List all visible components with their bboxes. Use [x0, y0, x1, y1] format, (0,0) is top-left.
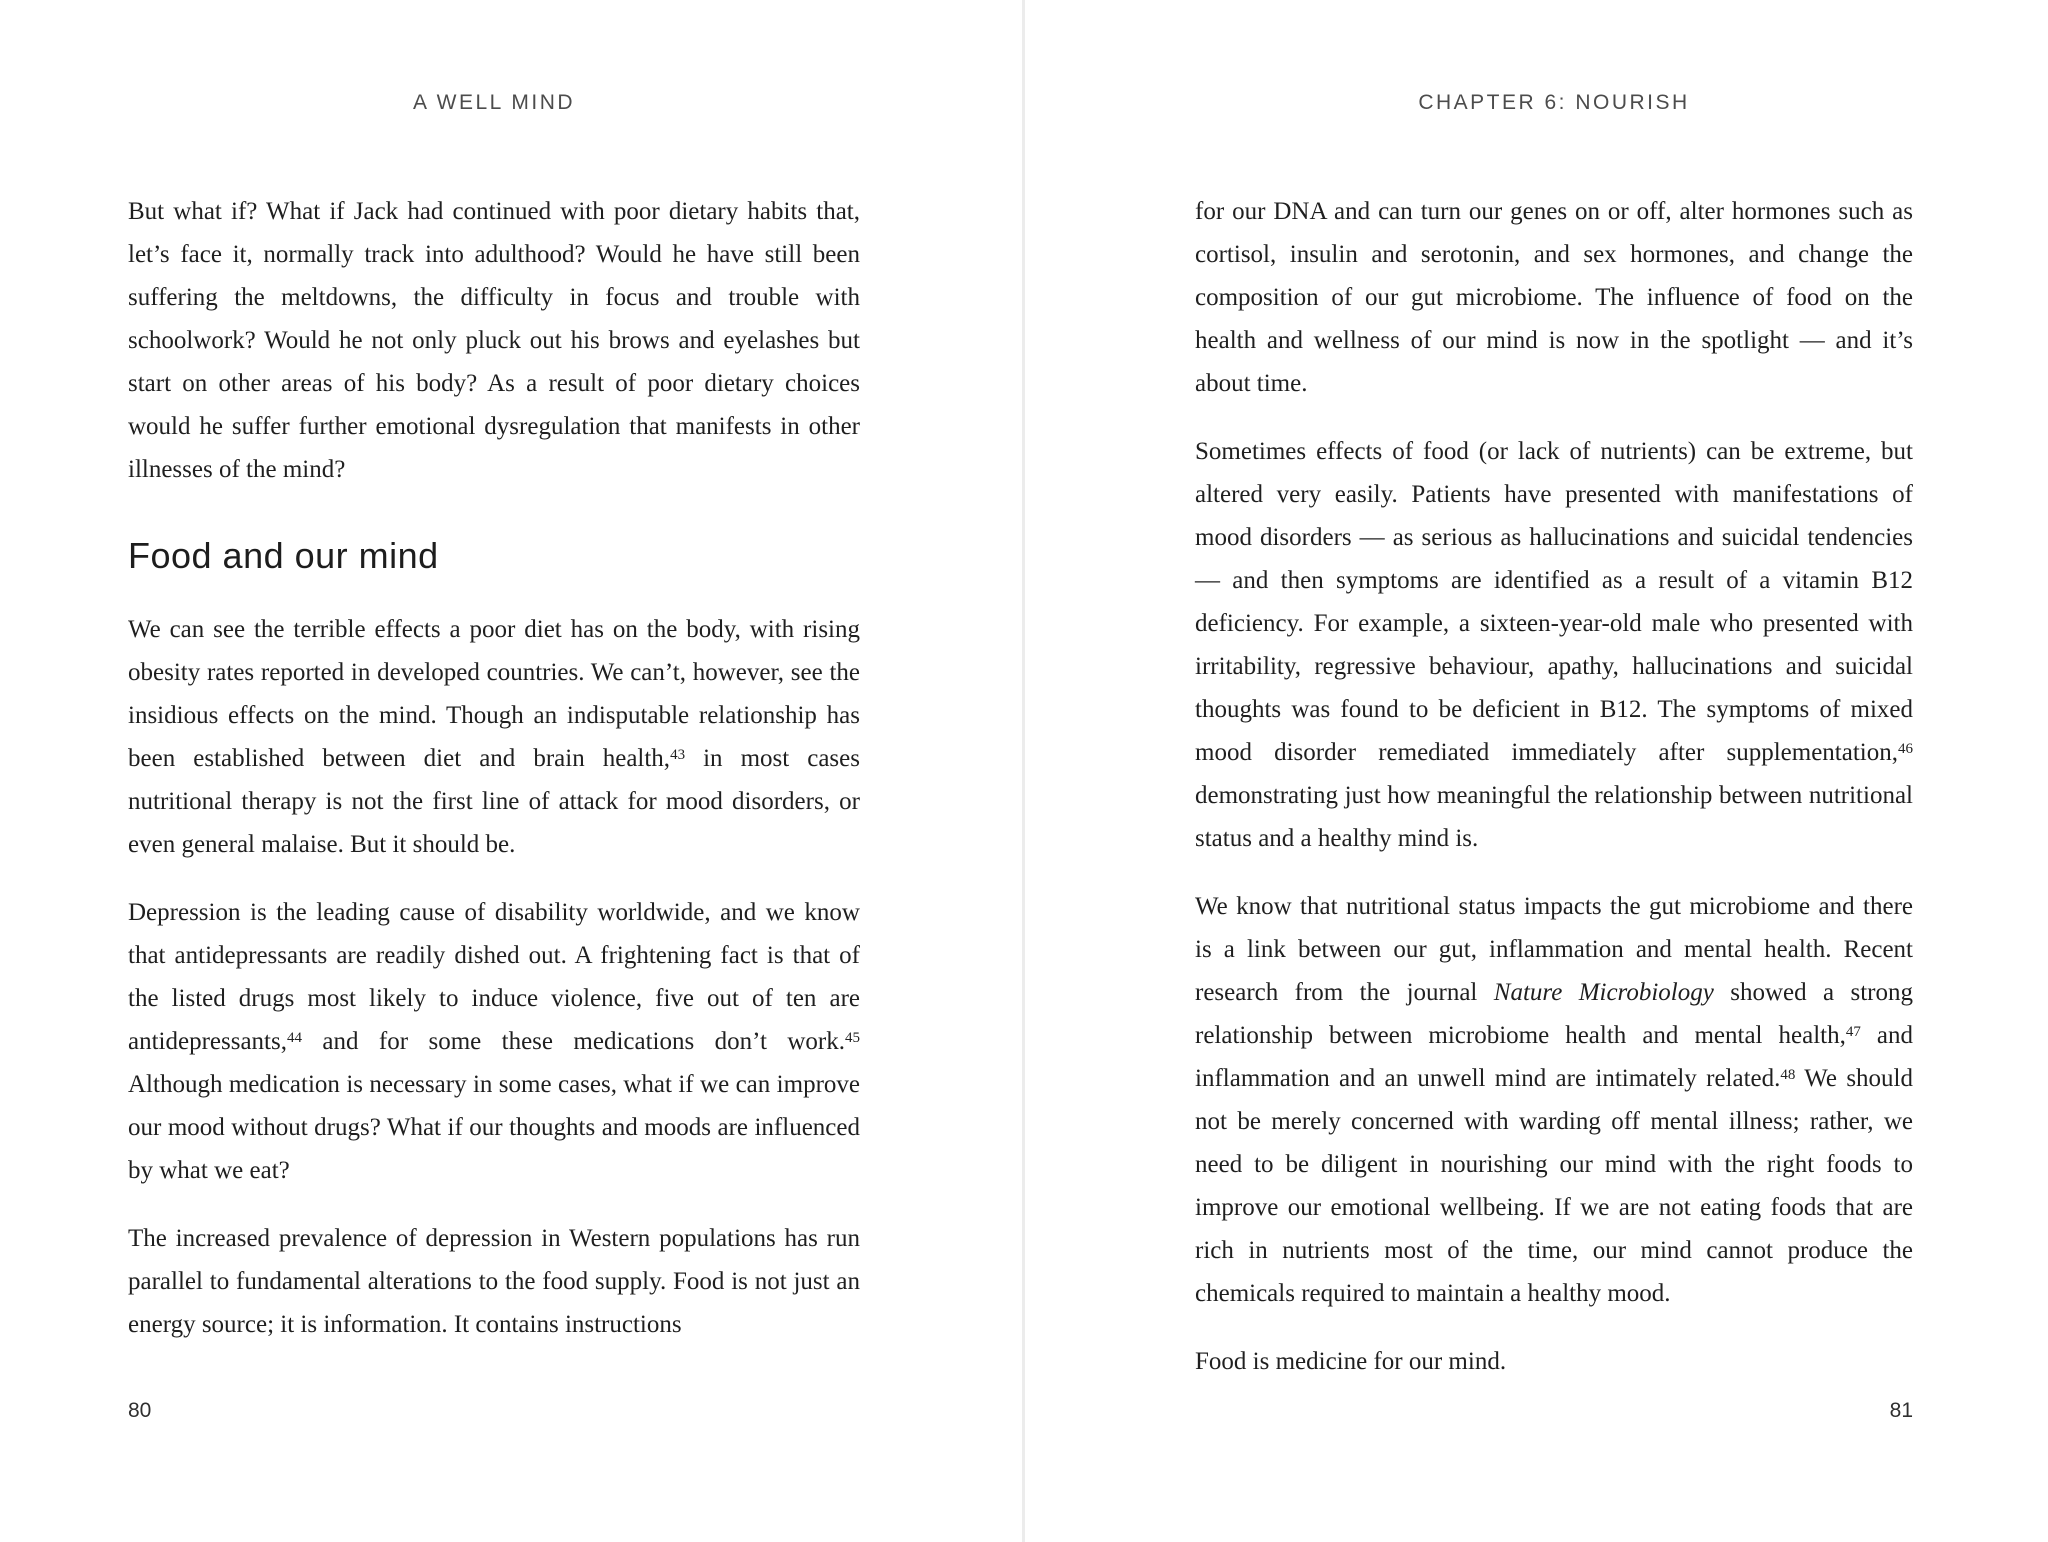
page-number-left: 80 [128, 1399, 152, 1422]
body-paragraph [128, 190, 860, 491]
text-run: Although medication is necessary in some cases, what if we can improve our mood without drugs? What if our thoughts and moods are influenced by what we eat? [128, 1071, 860, 1184]
text-run: Depression is the leading cause of disability worldwide, and we know that antidepressants are readily dished out. A frightening fact is that of the listed drugs most likely to induce violence, five out of ten are antidepressants, [128, 899, 860, 1055]
left-page-text-column [128, 190, 860, 1346]
body-paragraph [128, 891, 860, 1192]
footnote-reference: 43 [670, 746, 686, 763]
page-number-right: 81 [1889, 1399, 1913, 1422]
footnote-reference: 46 [1898, 740, 1913, 757]
text-run: for our DNA and can turn our genes on or off, alter hormones such as cortisol, insulin and serotonin, and sex hormones, and change the composition of our gut microbiome. The influence of food on the health and wellness of our mind is now in the spotlight — and it’s about time. [1195, 198, 1913, 397]
section-heading: Food and our mind [128, 535, 439, 576]
text-run: We know that nutritional status impacts the gut microbiome and there is a link between our gut, inflammation and mental health. Recent research from the journal [1195, 893, 1913, 1006]
text-run: Sometimes effects of food (or lack of nutrients) can be extreme, but altered very easily. Patients have presented with manifestations of mood disorders — as serious as hallucinations and suicidal tendencies — and then symptoms are identified as a result of a vitamin B12 deficiency. For example, a sixteen-year-old male who presented with irritability, regressive behaviour, apathy, hallucinations and suicidal thoughts was found to be deficient in B12. The symptoms of mixed mood disorder remediated immediately after supplementation, [1195, 438, 1913, 766]
text-run: demonstrating just how meaningful the relationship between nutritional status and a healthy mind is. [1195, 782, 1913, 852]
body-paragraph [128, 1217, 860, 1346]
text-run: We can see the terrible effects a poor diet has on the body, with rising obesity rates reported in developed countries. We can’t, however, see the insidious effects on the mind. Though an indisputable relationship has been established between diet and brain health, [128, 616, 860, 772]
journal-title: Nature Microbiology [1493, 979, 1714, 1006]
running-head-right: CHAPTER 6: NOURISH [1418, 91, 1690, 114]
text-run: in most cases nutritional therapy is not the first line of attack for mood disorders, or even general malaise. But it should be. [128, 745, 860, 858]
right-page-text-column [1195, 190, 1913, 1383]
text-run: But what if? What if Jack had continued with poor dietary habits that, let’s face it, normally track into adulthood? Would he have still been suffering the meltdowns, the difficulty in focus and trouble with schoolwork? Would he not only pluck out his brows and eyelashes but start on other areas of his body? As a result of poor dietary choices would he suffer further emotional dysregulation that manifests in other illnesses of the mind? [128, 198, 860, 483]
page-gutter-divider [1022, 0, 1025, 1542]
body-paragraph [128, 608, 860, 866]
footnote-reference: 45 [845, 1029, 860, 1046]
text-run: Food is medicine for our mind. [1195, 1348, 1507, 1375]
body-paragraph [1195, 430, 1913, 860]
running-head-left: A WELL MIND [412, 91, 576, 114]
text-run: and for some these medications don’t work. [301, 1028, 845, 1055]
body-paragraph [1195, 190, 1913, 405]
text-run: showed a strong relationship between microbiome health and mental health, [1195, 979, 1914, 1049]
text-run: The increased prevalence of depression in Western populations has run parallel to fundamental alterations to the food supply. Food is not just an energy source; it is information. It contains instructions [128, 1225, 860, 1338]
footnote-reference: 44 [286, 1029, 302, 1046]
text-run: We should not be merely concerned with warding off mental illness; rather, we need to be diligent in nourishing our mind with the right foods to improve our emotional wellbeing. If we are not eating foods that are rich in nutrients most of the time, our mind cannot produce the chemicals required to maintain a healthy mood. [1195, 1065, 1913, 1307]
footnote-reference: 48 [1780, 1066, 1796, 1083]
body-paragraph [1195, 885, 1913, 1315]
footnote-reference: 47 [1845, 1023, 1861, 1040]
body-paragraph [1195, 1340, 1913, 1383]
text-run: and inflammation and an unwell mind are intimately related. [1195, 1022, 1913, 1092]
